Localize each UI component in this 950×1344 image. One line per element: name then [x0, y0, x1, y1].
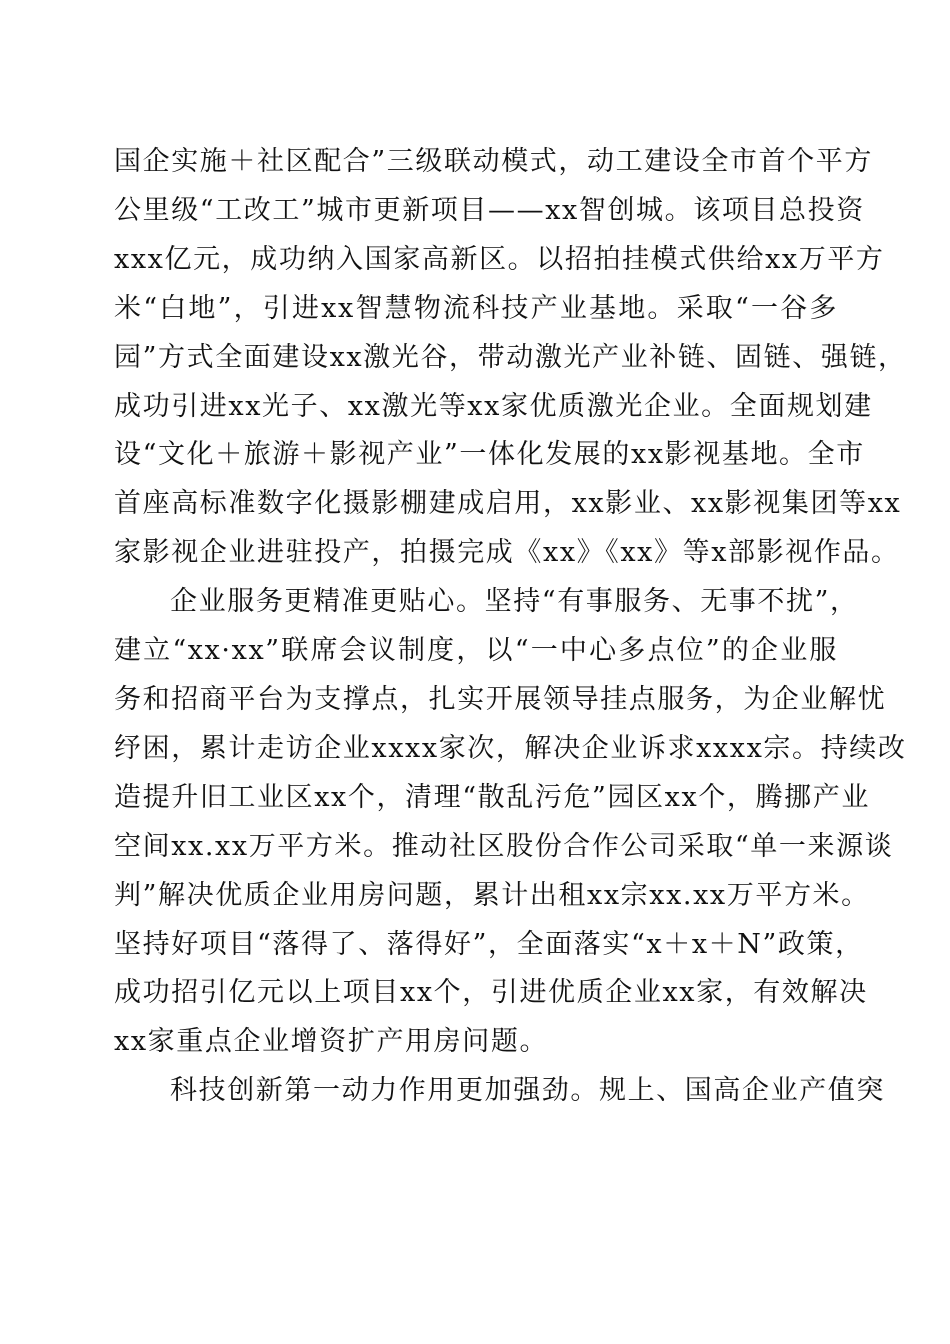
- text-line: 成功招引亿元以上项目xx个，引进优质企业xx家，有效解决: [114, 977, 868, 1009]
- text-line: xxx亿元，成功纳入国家高新区。以招拍挂模式供给xx万平方: [114, 243, 885, 275]
- text-line: 家影视企业进驻投产，拍摄完成《xx》《xx》等x部影视作品。: [114, 537, 900, 569]
- text-line: 米“白地”，引进xx智慧物流科技产业基地。采取“一谷多: [114, 292, 838, 324]
- text-line: 坚持好项目“落得了、落得好”，全面落实“x＋x＋N”政策，: [114, 928, 864, 960]
- text-line: 成功引进xx光子、xx激光等xx家优质激光企业。全面规划建: [114, 390, 873, 422]
- paragraph-3: [114, 1067, 885, 1116]
- text-line: 设“文化＋旅游＋影视产业”一体化发展的xx影视基地。全市: [114, 439, 865, 471]
- text-line: 国企实施＋社区配合”三级联动模式，动工建设全市首个平方: [114, 146, 874, 177]
- text-line: 科技创新第一动力作用更加强劲。规上、国高企业产值突: [170, 1075, 885, 1107]
- text-line: 园”方式全面建设xx激光谷，带动激光产业补链、固链、强链，: [114, 341, 907, 373]
- text-line: 判”解决优质企业用房问题，累计出租xx宗xx.xx万平方米。: [114, 879, 870, 911]
- document-body: [114, 138, 907, 1116]
- text-line: 企业服务更精准更贴心。坚持“有事服务、无事不扰”，: [170, 586, 859, 618]
- text-line: 纾困，累计走访企业xxxx家次，解决企业诉求xxxx宗。持续改: [114, 732, 907, 764]
- text-line: 空间xx.xx万平方米。推动社区股份合作公司采取“单一来源谈: [114, 830, 894, 862]
- text-line: xx家重点企业增资扩产用房问题。: [114, 1026, 549, 1058]
- text-line: 首座高标准数字化摄影棚建成启用，xx影业、xx影视集团等xx: [114, 488, 902, 520]
- text-line: 务和招商平台为支撑点，扎实开展领导挂点服务，为企业解忧: [114, 683, 887, 715]
- paragraph-1: [114, 138, 907, 578]
- paragraph-2: [114, 578, 907, 1067]
- text-line: 造提升旧工业区xx个，清理“散乱污危”园区xx个，腾挪产业: [114, 781, 870, 813]
- text-line: 建立“xx·xx”联席会议制度，以“一中心多点位”的企业服: [114, 635, 838, 667]
- text-line: 公里级“工改工”城市更新项目——xx智创城。该项目总投资: [114, 194, 865, 226]
